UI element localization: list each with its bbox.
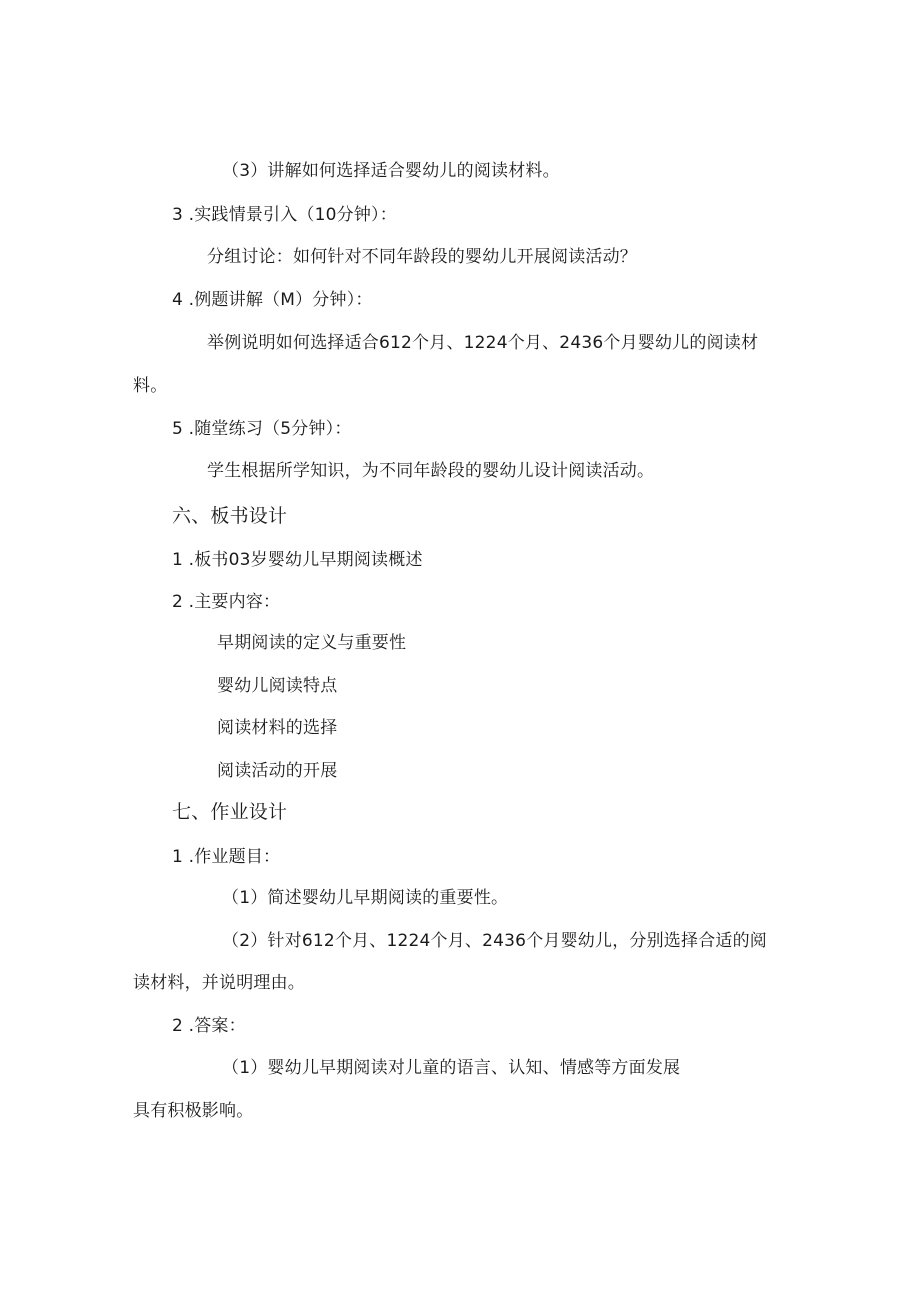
teaching-step-4-title: 4 .例题讲解（M）分钟）： (172, 290, 373, 310)
homework-answer-1-line2: 具有积极影响。 (133, 1101, 254, 1121)
board-item-1: 1 .板书03岁婴幼儿早期阅读概述 (172, 550, 423, 570)
section-heading-homework-design: 七、作业设计 (172, 801, 288, 823)
teaching-step-5-body: 学生根据所学知识，为不同年龄段的婴幼儿设计阅读活动。 (207, 461, 655, 481)
teaching-step-5-title: 5 .随堂练习（5分钟）： (172, 419, 352, 439)
homework-item-2: 2 .答案： (172, 1016, 246, 1036)
teaching-step-2-sub-3: （3）讲解如何选择适合婴幼儿的阅读材料。 (222, 161, 560, 181)
homework-question-1: （1）简述婴幼儿早期阅读的重要性。 (222, 888, 509, 908)
teaching-step-3-title: 3 .实践情景引入（10分钟）： (172, 205, 397, 225)
homework-question-2-line1: （2）针对612个月、1224个月、2436个月婴幼儿，分别选择合适的阅 (222, 931, 767, 951)
board-content-item: 早期阅读的定义与重要性 (217, 633, 407, 653)
teaching-step-4-body-line2: 料。 (133, 376, 168, 396)
homework-answer-1-line1: （1）婴幼儿早期阅读对儿童的语言、认知、情感等方面发展 (222, 1058, 681, 1078)
homework-question-2-line2: 读材料，并说明理由。 (133, 973, 305, 993)
board-content-item: 阅读材料的选择 (217, 718, 338, 738)
board-item-2: 2 .主要内容： (172, 592, 281, 612)
teaching-step-4-body-line1: 举例说明如何选择适合612个月、1224个月、2436个月婴幼儿的阅读材 (207, 333, 759, 353)
board-content-item: 阅读活动的开展 (217, 761, 338, 781)
section-heading-board-design: 六、板书设计 (172, 505, 288, 527)
board-content-item: 婴幼儿阅读特点 (217, 676, 338, 696)
homework-item-1: 1 .作业题目： (172, 847, 281, 867)
teaching-step-3-body: 分组讨论：如何针对不同年龄段的婴幼儿开展阅读活动？ (207, 247, 637, 267)
